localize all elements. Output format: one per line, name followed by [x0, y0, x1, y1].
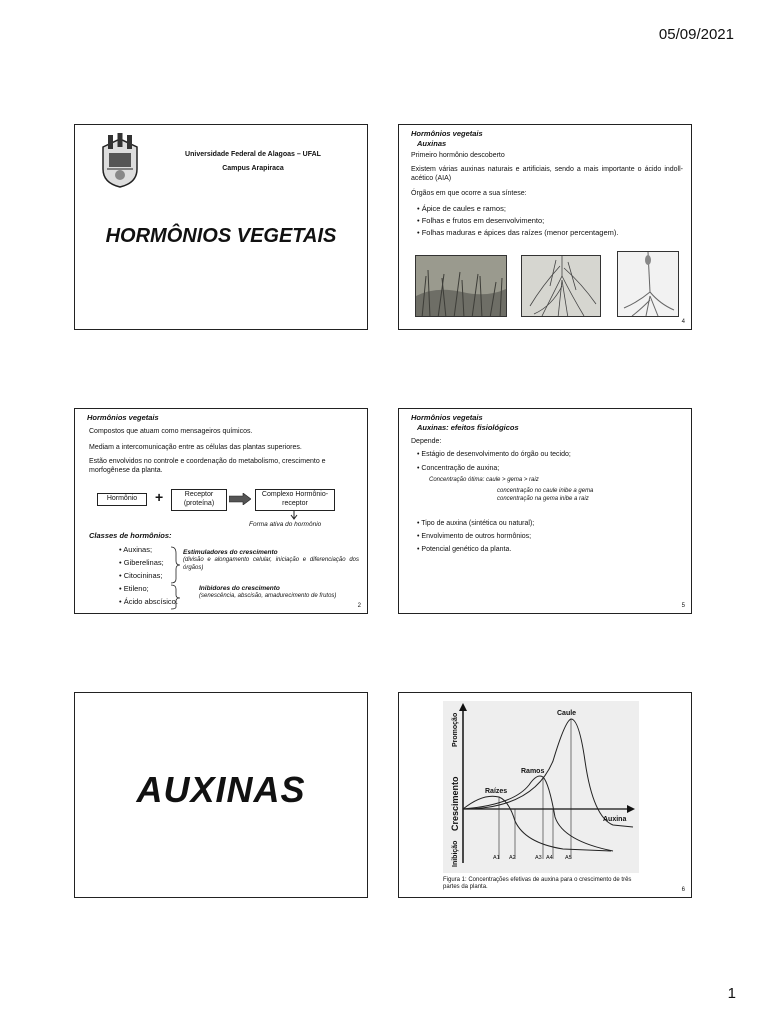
hormone-box: Hormônio — [97, 493, 147, 506]
plus-sign: + — [155, 489, 164, 505]
list-item: • Folhas e frutos em desenvolvimento; — [417, 216, 545, 225]
university-crest-icon — [99, 133, 141, 189]
list-item: • Estágio de desenvolvimento do órgão ou tecido; — [417, 451, 571, 458]
y-label-inhibition: Inibição — [452, 840, 459, 867]
list-item: • Potencial genético da planta. — [417, 546, 512, 553]
list-item: • Folhas maduras e ápices das raízes (menor percentagem). — [417, 228, 619, 237]
note-line: concentração no caule inibe a gema — [497, 488, 594, 494]
list-item: • Auxinas; — [119, 545, 153, 554]
curve-label-stem: Caule — [557, 710, 577, 717]
curve-label-roots: Raízes — [485, 788, 508, 795]
tick-label: A1 — [493, 855, 500, 861]
figure-caption: Figura 1: Concentrações efetivas de auxina para o crescimento de três partes da planta. — [443, 877, 632, 890]
slide-4 — [398, 408, 692, 614]
paragraph: Estão envolvidos no controle e coordenação do metabolismo, crescimento e morfogênese da planta. — [89, 458, 326, 474]
paragraph: Existem várias auxinas naturais e artificiais, sendo a mais importante o ácido indoll-acético (AIA) — [411, 166, 683, 182]
tick-label: A5 — [565, 855, 572, 861]
note-line: concentração na gema inibe a raiz — [497, 496, 589, 502]
tick-label: A2 — [509, 855, 516, 861]
list-item: • Etileno; — [119, 584, 149, 593]
list-item: • Tipo de auxina (sintética ou natural); — [417, 520, 535, 527]
slide-2 — [398, 124, 692, 330]
slide-number: 6 — [681, 887, 685, 893]
slide-number: 4 — [681, 319, 685, 325]
list-item: • Citocininas; — [119, 571, 163, 580]
slide-header: Hormônios vegetais — [411, 129, 483, 138]
slide-number: 2 — [357, 603, 361, 609]
slide-title: HORMÔNIOS VEGETAIS — [105, 225, 337, 247]
active-form-label: Forma ativa do hormônio — [249, 521, 322, 528]
classes-title: Classes de hormônios: — [89, 531, 172, 540]
page-number: 1 — [727, 985, 736, 1002]
y-label-growth: Crescimento — [450, 776, 460, 831]
slide-5 — [74, 692, 368, 898]
paragraph: Compostos que atuam como mensageiros químicos. — [89, 428, 253, 435]
bullet-list — [417, 203, 618, 239]
slide-title: AUXINAS — [136, 769, 306, 810]
tick-label: A3 — [535, 855, 542, 861]
slide-header: Hormônios vegetais — [411, 413, 483, 422]
arrow-down-icon — [289, 510, 299, 520]
tick-label: A4 — [546, 855, 553, 861]
university-name: Universidade Federal de Alagoas – UFAL — [185, 151, 321, 158]
paragraph: Órgãos em que ocorre a sua síntese: — [411, 190, 527, 197]
inhibitors-desc: (senescência, abscisão, amadurecimento de frutos) — [199, 593, 337, 599]
slide-header: Hormônios vegetais — [87, 413, 159, 422]
stimulators-title: Estimuladores do crescimento — [183, 549, 278, 556]
slide-6 — [398, 692, 692, 898]
slide-3 — [74, 408, 368, 614]
list-item: • Ápice de caules e ramos; — [417, 204, 506, 213]
brace-icon — [169, 545, 183, 611]
complex-box: Complexo Hormônio-receptor — [255, 489, 335, 511]
campus-name: Campus Arapiraca — [222, 165, 284, 172]
inhibitors-title: Inibidores do crescimento — [199, 585, 280, 592]
receptor-box: Receptor (proteína) — [171, 489, 227, 511]
slide-number: 5 — [681, 603, 685, 609]
paragraph: Mediam a intercomunicação entre as células das plantas superiores. — [89, 444, 302, 451]
curve-label-branches: Ramos — [521, 768, 545, 775]
list-item: • Ácido abscísico. — [119, 597, 178, 606]
slide-1 — [74, 124, 368, 330]
stimulators-desc: (divisão e alongamento celular, iniciação e diferenciação dos órgãos) — [183, 557, 359, 571]
paragraph: Primeiro hormônio descoberto — [411, 152, 505, 159]
list-item: • Envolvimento de outros hormônios; — [417, 533, 532, 540]
arrow-right-icon — [229, 493, 251, 505]
list-item: • Giberelinas; — [119, 558, 164, 567]
photo-roots — [521, 255, 601, 317]
auxin-response-figure — [443, 701, 639, 873]
slide-subheader: Auxinas — [417, 139, 447, 148]
paragraph: Depende: — [411, 438, 442, 445]
y-label-promotion: Promoção — [452, 712, 459, 747]
photo-root-system — [617, 251, 679, 317]
x-axis-label: Auxina — [603, 816, 627, 823]
optimal-concentration: Concentração ótima: caule > gema > raiz — [429, 477, 539, 483]
print-date: 05/09/2021 — [658, 26, 734, 43]
photo-grass — [415, 255, 507, 317]
slide-subheader: Auxinas: efeitos fisiológicos — [417, 423, 519, 432]
list-item: • Concentração de auxina; — [417, 465, 500, 472]
